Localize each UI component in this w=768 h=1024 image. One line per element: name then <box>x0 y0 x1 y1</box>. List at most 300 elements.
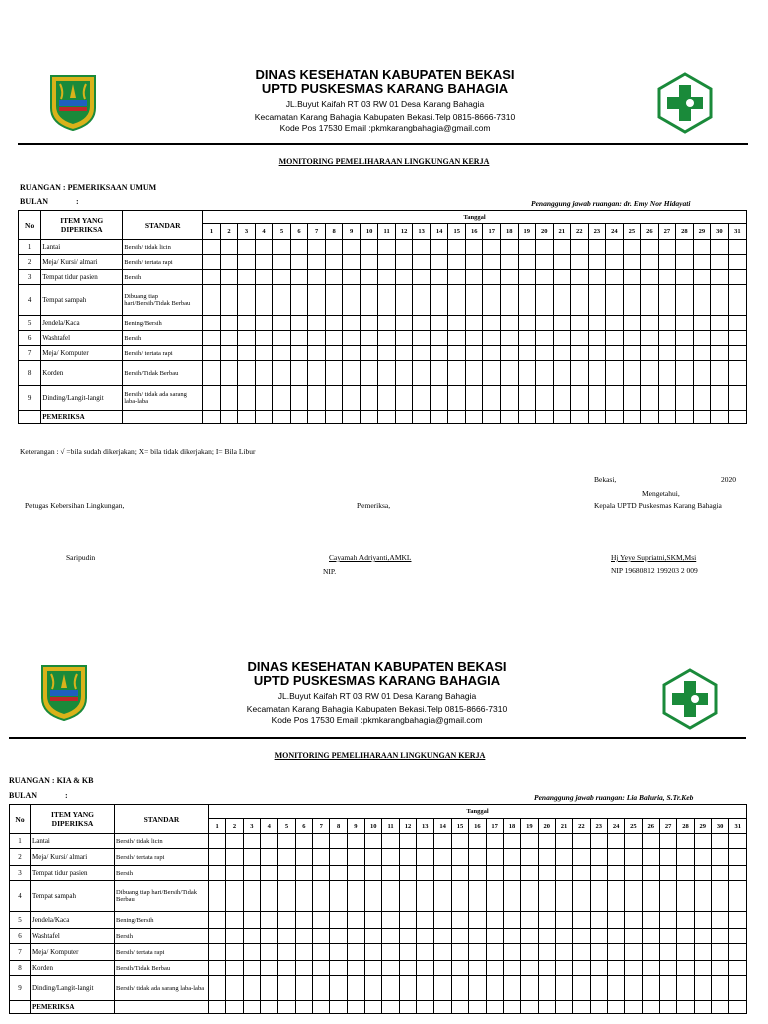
check-cell[interactable] <box>729 961 747 976</box>
check-cell[interactable] <box>413 270 431 285</box>
examiner-check-cell[interactable] <box>395 411 413 424</box>
check-cell[interactable] <box>399 866 416 881</box>
check-cell[interactable] <box>238 346 256 361</box>
check-cell[interactable] <box>209 849 226 866</box>
check-cell[interactable] <box>382 976 399 1001</box>
check-cell[interactable] <box>606 285 624 316</box>
check-cell[interactable] <box>607 912 624 929</box>
check-cell[interactable] <box>676 361 694 386</box>
check-cell[interactable] <box>606 386 624 411</box>
check-cell[interactable] <box>347 929 364 944</box>
check-cell[interactable] <box>413 361 431 386</box>
check-cell[interactable] <box>590 912 607 929</box>
check-cell[interactable] <box>642 912 659 929</box>
examiner-check-cell[interactable] <box>469 1001 486 1014</box>
examiner-check-cell[interactable] <box>518 411 536 424</box>
check-cell[interactable] <box>434 976 451 1001</box>
check-cell[interactable] <box>273 331 291 346</box>
check-cell[interactable] <box>448 361 466 386</box>
check-cell[interactable] <box>728 240 746 255</box>
check-cell[interactable] <box>278 849 295 866</box>
check-cell[interactable] <box>434 944 451 961</box>
examiner-check-cell[interactable] <box>378 411 396 424</box>
check-cell[interactable] <box>395 255 413 270</box>
check-cell[interactable] <box>313 976 330 1001</box>
check-cell[interactable] <box>330 976 347 1001</box>
check-cell[interactable] <box>395 270 413 285</box>
check-cell[interactable] <box>209 961 226 976</box>
check-cell[interactable] <box>203 270 221 285</box>
check-cell[interactable] <box>290 331 308 346</box>
check-cell[interactable] <box>255 240 273 255</box>
examiner-check-cell[interactable] <box>220 411 238 424</box>
check-cell[interactable] <box>430 255 448 270</box>
check-cell[interactable] <box>553 316 571 331</box>
check-cell[interactable] <box>729 866 747 881</box>
check-cell[interactable] <box>536 346 554 361</box>
check-cell[interactable] <box>273 386 291 411</box>
check-cell[interactable] <box>448 240 466 255</box>
check-cell[interactable] <box>711 285 729 316</box>
check-cell[interactable] <box>273 316 291 331</box>
check-cell[interactable] <box>555 881 572 912</box>
check-cell[interactable] <box>395 331 413 346</box>
check-cell[interactable] <box>226 866 243 881</box>
check-cell[interactable] <box>677 961 694 976</box>
check-cell[interactable] <box>273 361 291 386</box>
check-cell[interactable] <box>518 240 536 255</box>
examiner-check-cell[interactable] <box>676 411 694 424</box>
examiner-check-cell[interactable] <box>255 411 273 424</box>
check-cell[interactable] <box>538 834 555 849</box>
check-cell[interactable] <box>395 346 413 361</box>
check-cell[interactable] <box>642 944 659 961</box>
check-cell[interactable] <box>343 240 361 255</box>
check-cell[interactable] <box>469 866 486 881</box>
check-cell[interactable] <box>538 849 555 866</box>
check-cell[interactable] <box>382 834 399 849</box>
check-cell[interactable] <box>607 976 624 1001</box>
check-cell[interactable] <box>451 834 468 849</box>
examiner-check-cell[interactable] <box>711 411 729 424</box>
examiner-check-cell[interactable] <box>382 1001 399 1014</box>
check-cell[interactable] <box>676 285 694 316</box>
check-cell[interactable] <box>536 270 554 285</box>
check-cell[interactable] <box>308 331 326 346</box>
check-cell[interactable] <box>395 361 413 386</box>
check-cell[interactable] <box>553 270 571 285</box>
check-cell[interactable] <box>658 285 676 316</box>
check-cell[interactable] <box>625 834 642 849</box>
check-cell[interactable] <box>642 834 659 849</box>
check-cell[interactable] <box>238 240 256 255</box>
check-cell[interactable] <box>659 834 676 849</box>
check-cell[interactable] <box>330 944 347 961</box>
check-cell[interactable] <box>325 316 343 331</box>
check-cell[interactable] <box>295 944 312 961</box>
check-cell[interactable] <box>313 929 330 944</box>
check-cell[interactable] <box>378 285 396 316</box>
check-cell[interactable] <box>365 976 382 1001</box>
check-cell[interactable] <box>255 255 273 270</box>
check-cell[interactable] <box>417 961 434 976</box>
check-cell[interactable] <box>378 361 396 386</box>
check-cell[interactable] <box>417 881 434 912</box>
check-cell[interactable] <box>590 881 607 912</box>
check-cell[interactable] <box>694 976 711 1001</box>
check-cell[interactable] <box>503 849 520 866</box>
check-cell[interactable] <box>694 929 711 944</box>
check-cell[interactable] <box>553 255 571 270</box>
check-cell[interactable] <box>538 944 555 961</box>
check-cell[interactable] <box>220 331 238 346</box>
examiner-check-cell[interactable] <box>538 1001 555 1014</box>
check-cell[interactable] <box>500 346 518 361</box>
check-cell[interactable] <box>623 386 641 411</box>
examiner-check-cell[interactable] <box>308 411 326 424</box>
check-cell[interactable] <box>503 881 520 912</box>
check-cell[interactable] <box>694 961 711 976</box>
check-cell[interactable] <box>434 849 451 866</box>
check-cell[interactable] <box>343 316 361 331</box>
check-cell[interactable] <box>590 944 607 961</box>
check-cell[interactable] <box>203 346 221 361</box>
check-cell[interactable] <box>590 834 607 849</box>
check-cell[interactable] <box>521 961 538 976</box>
examiner-check-cell[interactable] <box>343 411 361 424</box>
check-cell[interactable] <box>711 849 728 866</box>
examiner-check-cell[interactable] <box>365 1001 382 1014</box>
check-cell[interactable] <box>659 881 676 912</box>
check-cell[interactable] <box>347 976 364 1001</box>
check-cell[interactable] <box>486 961 503 976</box>
check-cell[interactable] <box>325 285 343 316</box>
check-cell[interactable] <box>658 255 676 270</box>
check-cell[interactable] <box>693 285 711 316</box>
check-cell[interactable] <box>694 912 711 929</box>
check-cell[interactable] <box>395 285 413 316</box>
examiner-check-cell[interactable] <box>729 1001 747 1014</box>
check-cell[interactable] <box>295 961 312 976</box>
check-cell[interactable] <box>360 240 378 255</box>
check-cell[interactable] <box>290 255 308 270</box>
check-cell[interactable] <box>395 386 413 411</box>
check-cell[interactable] <box>555 944 572 961</box>
check-cell[interactable] <box>518 316 536 331</box>
check-cell[interactable] <box>399 881 416 912</box>
check-cell[interactable] <box>694 849 711 866</box>
check-cell[interactable] <box>676 386 694 411</box>
check-cell[interactable] <box>469 912 486 929</box>
check-cell[interactable] <box>642 849 659 866</box>
check-cell[interactable] <box>330 834 347 849</box>
check-cell[interactable] <box>295 976 312 1001</box>
examiner-check-cell[interactable] <box>290 411 308 424</box>
check-cell[interactable] <box>500 361 518 386</box>
check-cell[interactable] <box>451 929 468 944</box>
check-cell[interactable] <box>536 331 554 346</box>
check-cell[interactable] <box>469 849 486 866</box>
check-cell[interactable] <box>486 849 503 866</box>
check-cell[interactable] <box>434 961 451 976</box>
check-cell[interactable] <box>729 834 747 849</box>
examiner-check-cell[interactable] <box>571 411 589 424</box>
examiner-check-cell[interactable] <box>448 411 466 424</box>
check-cell[interactable] <box>451 976 468 1001</box>
check-cell[interactable] <box>278 834 295 849</box>
check-cell[interactable] <box>728 270 746 285</box>
check-cell[interactable] <box>555 834 572 849</box>
check-cell[interactable] <box>659 944 676 961</box>
check-cell[interactable] <box>711 255 729 270</box>
check-cell[interactable] <box>417 849 434 866</box>
check-cell[interactable] <box>360 386 378 411</box>
check-cell[interactable] <box>606 331 624 346</box>
check-cell[interactable] <box>483 316 501 331</box>
check-cell[interactable] <box>226 881 243 912</box>
check-cell[interactable] <box>203 285 221 316</box>
check-cell[interactable] <box>203 316 221 331</box>
check-cell[interactable] <box>486 866 503 881</box>
check-cell[interactable] <box>417 834 434 849</box>
check-cell[interactable] <box>486 881 503 912</box>
check-cell[interactable] <box>469 961 486 976</box>
check-cell[interactable] <box>606 316 624 331</box>
check-cell[interactable] <box>658 240 676 255</box>
check-cell[interactable] <box>434 881 451 912</box>
check-cell[interactable] <box>693 361 711 386</box>
examiner-check-cell[interactable] <box>642 1001 659 1014</box>
check-cell[interactable] <box>261 866 278 881</box>
check-cell[interactable] <box>500 270 518 285</box>
check-cell[interactable] <box>325 361 343 386</box>
check-cell[interactable] <box>500 255 518 270</box>
check-cell[interactable] <box>243 849 260 866</box>
check-cell[interactable] <box>365 881 382 912</box>
check-cell[interactable] <box>399 834 416 849</box>
check-cell[interactable] <box>641 346 659 361</box>
check-cell[interactable] <box>378 331 396 346</box>
check-cell[interactable] <box>588 255 606 270</box>
check-cell[interactable] <box>434 929 451 944</box>
check-cell[interactable] <box>243 961 260 976</box>
check-cell[interactable] <box>625 912 642 929</box>
check-cell[interactable] <box>243 912 260 929</box>
check-cell[interactable] <box>261 961 278 976</box>
check-cell[interactable] <box>465 386 483 411</box>
check-cell[interactable] <box>606 255 624 270</box>
check-cell[interactable] <box>625 881 642 912</box>
check-cell[interactable] <box>728 346 746 361</box>
check-cell[interactable] <box>465 240 483 255</box>
check-cell[interactable] <box>728 386 746 411</box>
check-cell[interactable] <box>641 316 659 331</box>
check-cell[interactable] <box>553 331 571 346</box>
check-cell[interactable] <box>220 386 238 411</box>
check-cell[interactable] <box>711 881 728 912</box>
check-cell[interactable] <box>573 912 590 929</box>
check-cell[interactable] <box>658 386 676 411</box>
check-cell[interactable] <box>295 912 312 929</box>
check-cell[interactable] <box>623 285 641 316</box>
check-cell[interactable] <box>313 944 330 961</box>
check-cell[interactable] <box>430 361 448 386</box>
check-cell[interactable] <box>571 285 589 316</box>
check-cell[interactable] <box>451 849 468 866</box>
check-cell[interactable] <box>261 834 278 849</box>
examiner-check-cell[interactable] <box>226 1001 243 1014</box>
check-cell[interactable] <box>607 961 624 976</box>
examiner-check-cell[interactable] <box>278 1001 295 1014</box>
examiner-check-cell[interactable] <box>500 411 518 424</box>
check-cell[interactable] <box>588 386 606 411</box>
check-cell[interactable] <box>330 881 347 912</box>
check-cell[interactable] <box>465 346 483 361</box>
check-cell[interactable] <box>382 881 399 912</box>
check-cell[interactable] <box>360 346 378 361</box>
check-cell[interactable] <box>503 944 520 961</box>
check-cell[interactable] <box>694 881 711 912</box>
check-cell[interactable] <box>360 255 378 270</box>
check-cell[interactable] <box>413 346 431 361</box>
check-cell[interactable] <box>417 866 434 881</box>
check-cell[interactable] <box>503 976 520 1001</box>
check-cell[interactable] <box>729 881 747 912</box>
check-cell[interactable] <box>486 834 503 849</box>
examiner-check-cell[interactable] <box>677 1001 694 1014</box>
check-cell[interactable] <box>347 881 364 912</box>
check-cell[interactable] <box>659 912 676 929</box>
check-cell[interactable] <box>434 866 451 881</box>
check-cell[interactable] <box>308 346 326 361</box>
check-cell[interactable] <box>518 346 536 361</box>
check-cell[interactable] <box>220 240 238 255</box>
check-cell[interactable] <box>623 270 641 285</box>
check-cell[interactable] <box>641 361 659 386</box>
check-cell[interactable] <box>588 285 606 316</box>
check-cell[interactable] <box>243 881 260 912</box>
check-cell[interactable] <box>521 834 538 849</box>
check-cell[interactable] <box>413 255 431 270</box>
check-cell[interactable] <box>590 849 607 866</box>
check-cell[interactable] <box>677 929 694 944</box>
check-cell[interactable] <box>658 316 676 331</box>
check-cell[interactable] <box>659 976 676 1001</box>
check-cell[interactable] <box>677 834 694 849</box>
check-cell[interactable] <box>278 944 295 961</box>
examiner-check-cell[interactable] <box>273 411 291 424</box>
check-cell[interactable] <box>573 961 590 976</box>
check-cell[interactable] <box>360 331 378 346</box>
check-cell[interactable] <box>290 285 308 316</box>
check-cell[interactable] <box>729 929 747 944</box>
check-cell[interactable] <box>469 976 486 1001</box>
check-cell[interactable] <box>430 316 448 331</box>
check-cell[interactable] <box>518 255 536 270</box>
check-cell[interactable] <box>308 270 326 285</box>
check-cell[interactable] <box>330 849 347 866</box>
check-cell[interactable] <box>378 240 396 255</box>
check-cell[interactable] <box>659 961 676 976</box>
check-cell[interactable] <box>536 255 554 270</box>
check-cell[interactable] <box>642 866 659 881</box>
check-cell[interactable] <box>430 240 448 255</box>
examiner-check-cell[interactable] <box>209 1001 226 1014</box>
check-cell[interactable] <box>483 386 501 411</box>
check-cell[interactable] <box>590 866 607 881</box>
check-cell[interactable] <box>365 929 382 944</box>
check-cell[interactable] <box>308 386 326 411</box>
check-cell[interactable] <box>607 849 624 866</box>
check-cell[interactable] <box>365 849 382 866</box>
check-cell[interactable] <box>486 976 503 1001</box>
check-cell[interactable] <box>399 912 416 929</box>
check-cell[interactable] <box>553 346 571 361</box>
check-cell[interactable] <box>623 361 641 386</box>
check-cell[interactable] <box>571 346 589 361</box>
check-cell[interactable] <box>238 270 256 285</box>
check-cell[interactable] <box>606 240 624 255</box>
check-cell[interactable] <box>503 912 520 929</box>
check-cell[interactable] <box>573 849 590 866</box>
check-cell[interactable] <box>382 961 399 976</box>
check-cell[interactable] <box>518 270 536 285</box>
check-cell[interactable] <box>209 834 226 849</box>
check-cell[interactable] <box>313 881 330 912</box>
check-cell[interactable] <box>500 316 518 331</box>
examiner-check-cell[interactable] <box>623 411 641 424</box>
check-cell[interactable] <box>365 912 382 929</box>
check-cell[interactable] <box>607 834 624 849</box>
check-cell[interactable] <box>330 912 347 929</box>
check-cell[interactable] <box>278 881 295 912</box>
check-cell[interactable] <box>343 386 361 411</box>
check-cell[interactable] <box>659 849 676 866</box>
check-cell[interactable] <box>448 316 466 331</box>
check-cell[interactable] <box>606 270 624 285</box>
check-cell[interactable] <box>536 386 554 411</box>
check-cell[interactable] <box>518 386 536 411</box>
check-cell[interactable] <box>378 270 396 285</box>
check-cell[interactable] <box>625 976 642 1001</box>
check-cell[interactable] <box>711 961 728 976</box>
check-cell[interactable] <box>553 240 571 255</box>
check-cell[interactable] <box>469 929 486 944</box>
examiner-check-cell[interactable] <box>607 1001 624 1014</box>
check-cell[interactable] <box>711 331 729 346</box>
examiner-check-cell[interactable] <box>486 1001 503 1014</box>
examiner-check-cell[interactable] <box>711 1001 728 1014</box>
check-cell[interactable] <box>676 270 694 285</box>
check-cell[interactable] <box>486 944 503 961</box>
check-cell[interactable] <box>220 270 238 285</box>
check-cell[interactable] <box>417 912 434 929</box>
check-cell[interactable] <box>536 316 554 331</box>
check-cell[interactable] <box>676 255 694 270</box>
check-cell[interactable] <box>451 866 468 881</box>
examiner-check-cell[interactable] <box>434 1001 451 1014</box>
check-cell[interactable] <box>278 961 295 976</box>
check-cell[interactable] <box>313 912 330 929</box>
check-cell[interactable] <box>295 881 312 912</box>
check-cell[interactable] <box>395 316 413 331</box>
examiner-check-cell[interactable] <box>325 411 343 424</box>
check-cell[interactable] <box>711 866 728 881</box>
check-cell[interactable] <box>295 929 312 944</box>
examiner-check-cell[interactable] <box>503 1001 520 1014</box>
examiner-check-cell[interactable] <box>313 1001 330 1014</box>
check-cell[interactable] <box>553 361 571 386</box>
